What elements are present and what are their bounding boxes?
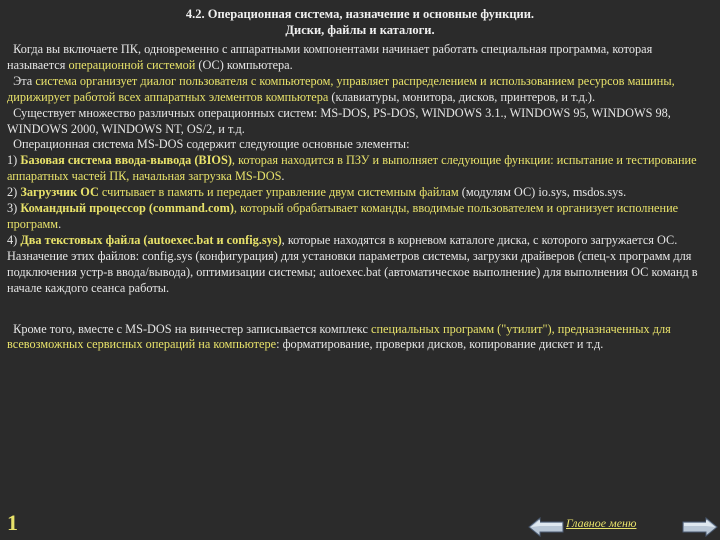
paragraph-msdos-elements: Операционная система MS-DOS содержит следующие основные элементы: (13, 137, 410, 152)
list-item-command-processor: 3) Командный процессор (command.com), который обрабатывает команды, вводимые пользователем и организует исполнение программ. (7, 201, 679, 231)
list-item-bios: 1) Базовая система ввода-вывода (BIOS), которая находится в ПЗУ и выполняет следующие функции: испытание и тестирование аппаратных частей ПК, начальная загрузка MS-DOS. (7, 153, 697, 184)
highlight-os-role: система организует диалог пользователя с компьютером, управляет распределением и использованием ресурсов машины, дирижирует работой всех аппаратных элементов компьютера (7, 73, 675, 104)
paragraph-os-role: Эта система организует диалог пользователя с компьютером, управляет распределением и использованием ресурсов машины, дирижирует работой всех аппаратных элементов компьютера (клавиатуры, монитора, дисков, принтеров, и т.д.). (7, 73, 675, 104)
slide-number: 1 (7, 510, 18, 535)
paragraph-os-list: Существует множество различных операционных систем: MS-DOS, PS-DOS, WINDOWS 3.1., WINDOWS 95, WINDOWS 98, WINDOWS 2000, WINDOWS NT, OS/2, и т.д. (7, 105, 671, 136)
list-item-text-files: 4) Два текстовых файла (autoexec.bat и config.sys), которые находятся в корневом каталоге диска, с которого загружается ОС. Назначение этих файлов: config.sys (конфигурация) для установки параметров системы, загрузки драйверов (спец-х программ для подключения устр-в ввода/вывода), оптимизации системы; autoexec.bat (автоматическое выполнение) для выполнения ОС команд в начале каждого сеанса работы. (7, 232, 698, 295)
paragraph-utilities: Кроме того, вместе с MS-DOS на винчестер записывается комплекс специальных программ ("утилит"), предназначенных для всевозможных сервисных операций на компьютере: форматирование, проверки дисков, копирование дискет и т.д. (7, 321, 671, 352)
title-line-1: 4.2. Операционная система, назначение и основные функции. (185, 7, 535, 21)
slide-content (7, 42, 713, 353)
arrow-right-icon (682, 517, 718, 537)
arrow-left-icon (528, 517, 564, 537)
list-item-loader: 2) Загрузчик ОС считывает в память и передает управление двум системным файлам (модулям ОС) io.sys, msdos.sys. (7, 185, 627, 200)
highlight-utilities: специальных программ ("утилит"), предназначенных для всевозможных сервисных операций на компьютере (7, 321, 671, 352)
highlight-os: операционной системой (68, 57, 196, 72)
back-button[interactable] (528, 517, 564, 537)
slide-title (0, 6, 720, 38)
title-line-2: Диски, файлы и каталоги. (285, 23, 435, 37)
forward-button[interactable] (682, 517, 718, 537)
paragraph-intro: Когда вы включаете ПК, одновременно с аппаратными компонентами начинает работать специальная программа, которая называется операционной системой (ОС) компьютера. (7, 42, 653, 72)
main-menu-link[interactable]: Главное меню (566, 516, 637, 530)
